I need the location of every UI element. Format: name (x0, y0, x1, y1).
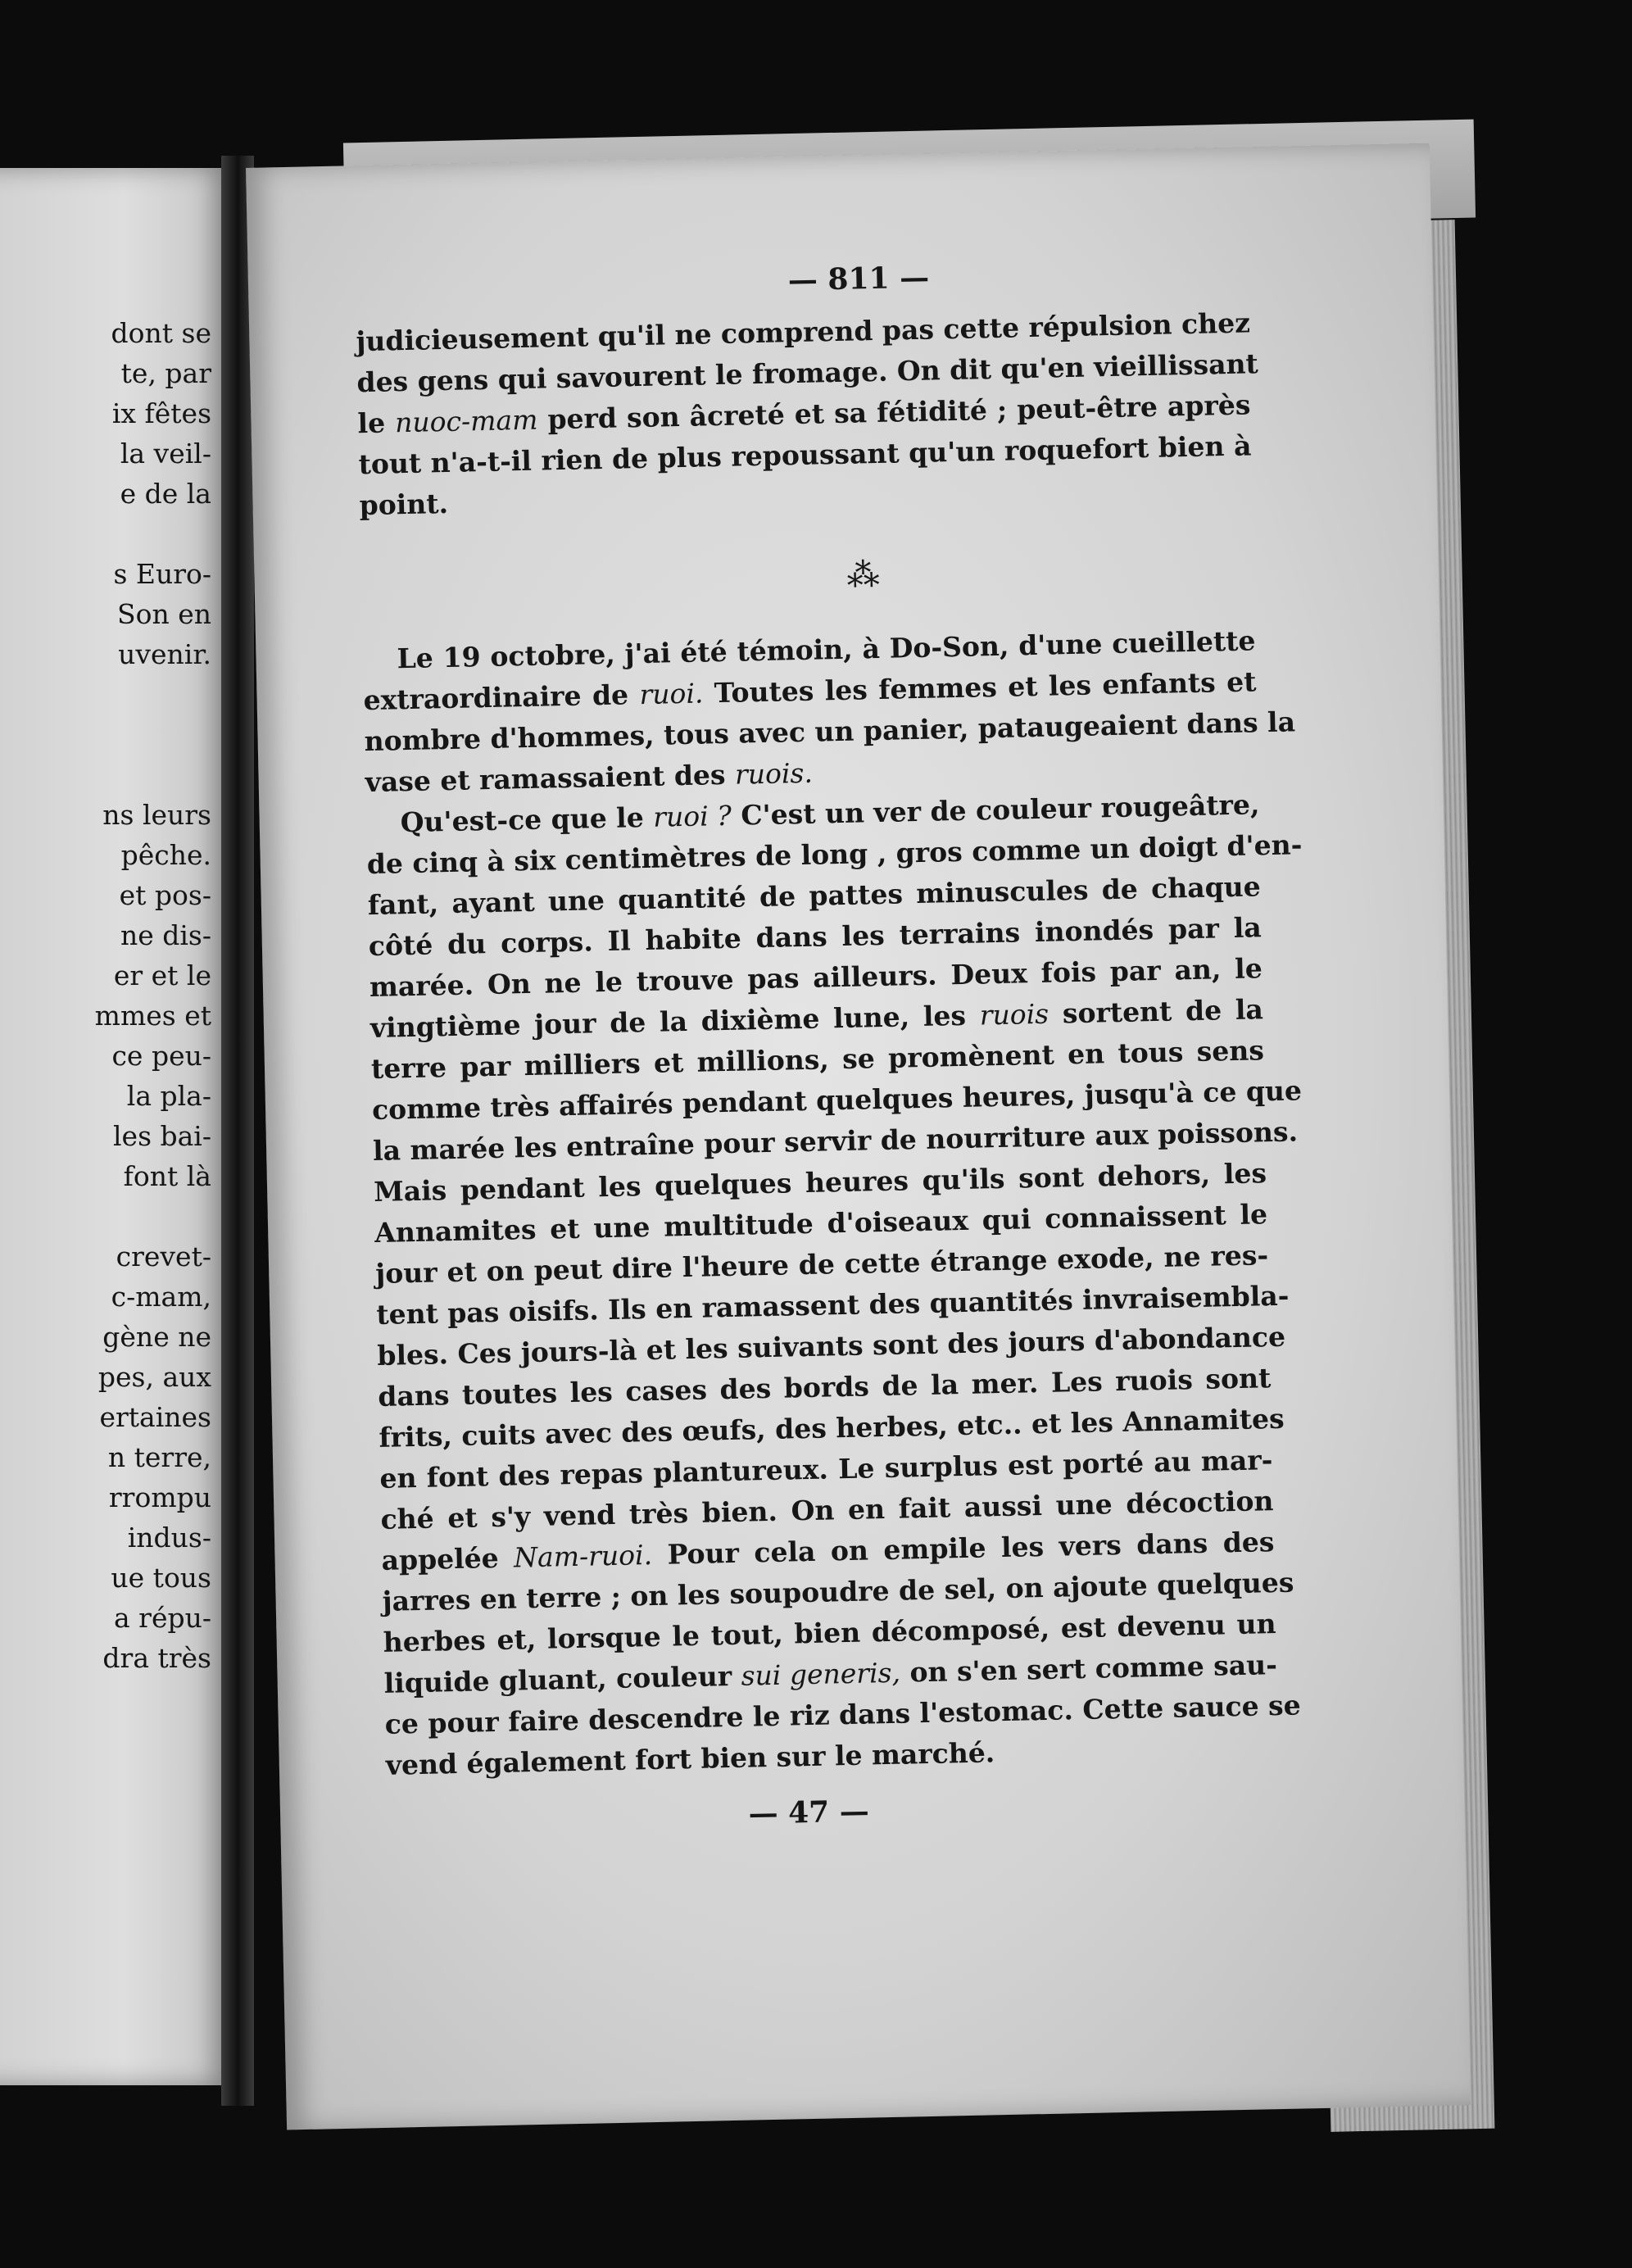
text-segment: Qu'est-ce que le (400, 801, 654, 839)
italic-term: nuoc-mam (394, 403, 538, 439)
paragraph-2 (362, 620, 1296, 803)
text-line: ché et s'y vend très bien. On en fait aussi une décoction (380, 1485, 1274, 1535)
text-segment: perd son âcreté et sa fétidité ; peut-être après (537, 388, 1251, 436)
text-segment: vingtième jour de la dixième lune, les (369, 999, 981, 1045)
text-line: des gens qui savourent le fromage. On dit qu'en vieillissant (356, 347, 1259, 399)
left-page-line: ns leurs (102, 799, 211, 831)
text-line: Annamites et une multitude d'oiseaux qui connaissent le (374, 1198, 1268, 1249)
text-line: la marée les entraîne pour servir de nourriture aux poissons. (372, 1115, 1299, 1168)
left-page-line: la pla- (126, 1080, 211, 1112)
left-page-line: te, par (120, 357, 211, 389)
text-line: ce pour faire descendre le riz dans l'estomac. Cette sauce se (384, 1689, 1302, 1740)
text-line: dans toutes les cases des bords de la mer. Les ruois sont (378, 1362, 1272, 1413)
left-page-line: indus- (127, 1522, 211, 1554)
left-page-line: les bai- (112, 1120, 211, 1152)
text-segment: on s'en sert comme sau- (900, 1649, 1278, 1689)
paragraph-1 (356, 302, 1259, 526)
text-line: tout n'a-t-il rien de plus repoussant qu'un roquefort bien à (358, 429, 1252, 481)
left-page-line: ix fêtes (111, 397, 211, 429)
left-page-line: ue tous (111, 1562, 211, 1594)
page-number-bottom: — 47 — (748, 1794, 870, 1831)
text-segment: vase et ramassaient des (365, 758, 736, 799)
left-page-line: crevet- (116, 1241, 211, 1272)
text-line: en font des repas plantureux. Le surplus est porté au mar- (379, 1444, 1273, 1495)
italic-term: sui generis, (741, 1656, 901, 1692)
left-page-line (0, 721, 211, 761)
text-segment: Toutes les femmes et les enfants et (702, 665, 1257, 710)
italic-term: ruois (979, 997, 1049, 1032)
text-line: de cinq à six centimètres de long , gros comme un doigt d'en- (366, 828, 1303, 881)
left-page-line: mmes et (94, 1000, 211, 1032)
text-line: marée. On ne le trouve pas ailleurs. Deux fois par an, le (369, 952, 1263, 1004)
left-page-line: s Euro- (113, 558, 211, 590)
text-line: Le 19 octobre, j'ai été témoin, à Do-Son, d'une cueillette (397, 624, 1256, 675)
right-page (246, 143, 1471, 2130)
left-facing-page (0, 168, 229, 2085)
left-page-line: font là (123, 1160, 211, 1192)
left-page-line: ce peu- (111, 1040, 211, 1072)
text-segment: liquide gluant, couleur (383, 1659, 742, 1699)
text-line: nombre d'hommes, tous avec un panier, pataugeaient dans la (364, 705, 1296, 758)
asterism-separator: ⁂ (846, 556, 884, 595)
left-page-line (0, 1203, 211, 1243)
left-page-line (0, 681, 211, 721)
text-line: vend également fort bien sur le marché. (385, 1736, 995, 1781)
text-line: point. (359, 487, 449, 522)
left-page-line: et pos- (119, 879, 211, 911)
text-segment: sortent de la (1048, 993, 1264, 1030)
text-line: frits, cuits avec des œufs, des herbes, etc.. et les Annamites (379, 1402, 1285, 1454)
text-line: judicieusement qu'il ne comprend pas cette répulsion chez (356, 306, 1251, 358)
text-line: terre par milliers et millions, se promènent en tous sens (370, 1034, 1265, 1086)
left-page-line: pêche. (120, 839, 211, 871)
left-page-line: dont se (111, 317, 211, 349)
left-page-line: ne dis- (120, 919, 211, 951)
left-page-line: dra très (102, 1642, 211, 1674)
text-line: herbes et, lorsque le tout, bien décomposé, est devenu un (383, 1608, 1276, 1658)
text-segment: C'est un ver de couleur rougeâtre, (731, 788, 1260, 832)
italic-term: ruoi ? (652, 799, 732, 833)
left-page-line: rrompu (108, 1481, 211, 1513)
left-page-line: pes, aux (97, 1361, 211, 1393)
italic-term: Nam-ruoi. (513, 1538, 653, 1574)
text-line: jour et on peut dire l'heure de cette étrange exode, ne res- (374, 1239, 1269, 1290)
left-page-line (0, 761, 211, 801)
text-line: fant, ayant une quantité de pattes minuscules de chaque (367, 870, 1262, 922)
text-line: Mais pendant les quelques heures qu'ils sont dehors, les (373, 1157, 1267, 1208)
book-gutter (221, 156, 254, 2106)
left-page-line: e de la (120, 478, 211, 510)
page-number-top: — 811 — (787, 260, 930, 298)
italic-term: ruois. (734, 756, 814, 791)
left-page-line: c-mam, (111, 1281, 211, 1313)
text-line: comme très affairés pendant quelques heures, jusqu'à ce que (371, 1074, 1303, 1127)
text-line: bles. Ces jours-là et les suivants sont des jours d'abondance (376, 1320, 1286, 1372)
left-page-line: Son en (116, 598, 211, 630)
text-line: jarres en terre ; on les soupoudre de sel, on ajoute quelques (382, 1566, 1294, 1617)
text-segment: le (357, 406, 396, 440)
text-line: côté du corps. Il habite dans les terrains inondés par la (368, 911, 1263, 963)
text-segment: appelée (381, 1541, 515, 1576)
left-page-line: uvenir. (118, 638, 211, 670)
left-page-line (0, 520, 211, 560)
page-text-block (355, 253, 1303, 1838)
left-page-line: ertaines (99, 1401, 211, 1433)
text-line: tent pas oisifs. Ils en ramassent des quantités invraisembla- (375, 1279, 1290, 1331)
left-page-line: a répu- (114, 1602, 211, 1634)
left-page-line: la veil- (120, 438, 211, 469)
left-page-line: er et le (113, 959, 211, 991)
text-segment: Pour cela on empile les vers dans des (651, 1526, 1275, 1571)
text-segment: extraordinaire de (363, 678, 640, 717)
left-page-line: n terre, (107, 1441, 211, 1473)
italic-term: ruoi. (639, 677, 704, 711)
left-page-text (0, 317, 211, 1685)
paragraph-3 (365, 784, 1303, 1786)
left-page-line: gène ne (102, 1321, 211, 1353)
